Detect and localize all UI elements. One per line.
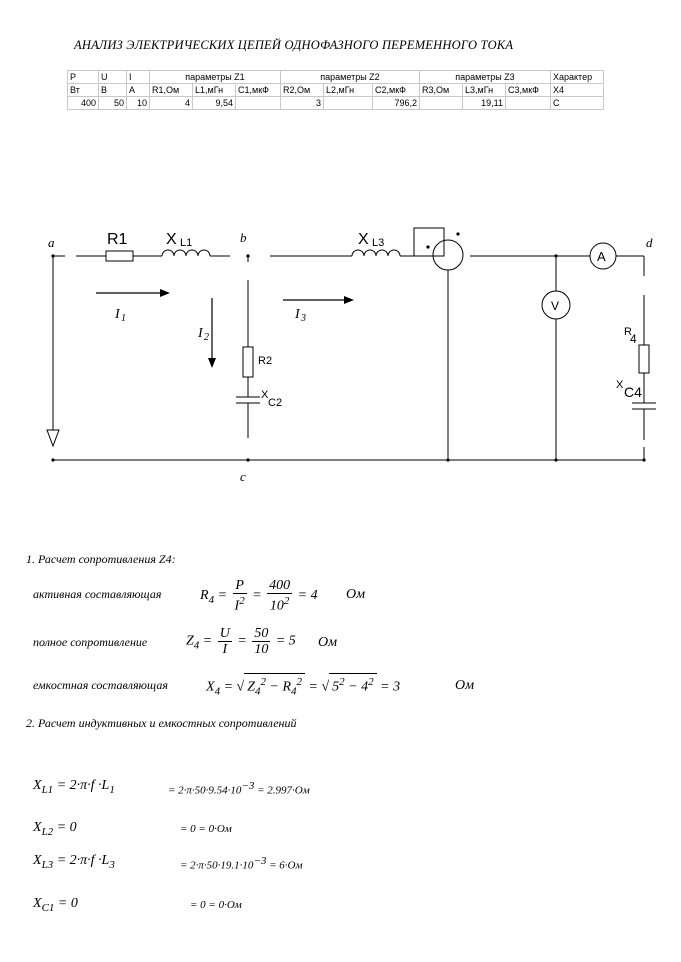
table-cell: Вт [68, 84, 99, 97]
fraction-num: 400 [269, 578, 291, 593]
node-dot [246, 254, 249, 257]
formula-symbol: I [234, 598, 240, 614]
xl3-label: X [358, 231, 369, 248]
node-dot [554, 458, 557, 461]
formula-expression: = 2·π·50·9.54·10 [168, 784, 242, 797]
table-cell: R2,Ом [281, 84, 324, 97]
formula-exp: 2 [260, 676, 266, 688]
table-cell: P [68, 71, 99, 84]
table-cell: Характер [551, 71, 604, 84]
unit-label: Ом [346, 587, 366, 602]
xl2-calc: = 0 = 0·Ом [180, 823, 232, 835]
r1-resistor [106, 251, 133, 261]
node-label-d: d [646, 235, 653, 250]
fraction-num: 50 [254, 626, 269, 641]
node-dot [554, 254, 557, 257]
formula-sub: 3 [109, 858, 115, 871]
r4-label-sub: 4 [630, 332, 637, 346]
table-cell: параметры Z3 [420, 71, 551, 84]
r2-label: R2 [258, 355, 273, 367]
formula-sub: C1 [41, 901, 55, 914]
fraction [252, 626, 270, 657]
formula-symbol: 10 [269, 598, 284, 614]
i3-arrowhead [344, 296, 354, 304]
table-cell: А [127, 84, 150, 97]
r1-label: R1 [107, 231, 128, 248]
node-dot [246, 458, 249, 461]
formula-symbol: Z [247, 679, 255, 695]
formula-sub: 4 [193, 639, 200, 652]
formula-symbol: 4 [361, 679, 369, 695]
table-cell: L3,мГн [463, 84, 506, 97]
r4-label: R [624, 326, 632, 338]
node-dot [51, 458, 54, 461]
table-cell: R3,Ом [420, 84, 463, 97]
formula-expression: = 0 [57, 896, 78, 911]
formula-expression: = 0 [56, 820, 77, 835]
node-dot [446, 458, 449, 461]
fraction [233, 578, 247, 614]
table-cell: параметры Z2 [281, 71, 420, 84]
i3-label: I [295, 307, 300, 322]
xl1-formula [33, 778, 115, 796]
table-cell: 796,2 [373, 97, 420, 110]
document-title: АНАЛИЗ ЭЛЕКТРИЧЕСКИХ ЦЕПЕЙ ОДНОФАЗНОГО ПЕРЕМЕННОГО ТОКА [74, 38, 514, 52]
xl2-formula [33, 820, 77, 838]
xc2-label-sub: C2 [268, 397, 283, 409]
table-cell: 4 [150, 97, 193, 110]
node-label-a: a [48, 235, 55, 250]
formula-symbol: X [33, 853, 42, 868]
formula-symbol: X [33, 820, 42, 835]
formula-exp: 2 [368, 676, 374, 688]
xc4-label: X [616, 379, 624, 391]
formula-sub: 4 [255, 685, 261, 698]
formula-symbol: X [206, 679, 215, 695]
formula-exp: 2 [283, 595, 290, 607]
fraction [218, 626, 232, 657]
table-cell: L1,мГн [193, 84, 236, 97]
i3-label-sub: 3 [301, 313, 306, 324]
unit-label: Ом [455, 678, 475, 693]
source-arrow-icon [47, 430, 59, 446]
unit-label: Ом [318, 635, 338, 650]
formula-result: = 6·Ом [269, 859, 303, 872]
xc1-formula [33, 896, 78, 914]
formula-exp: 2 [296, 676, 303, 688]
voltmeter-label: V [551, 299, 560, 313]
fraction-num: P [233, 578, 247, 594]
table-cell: U [99, 71, 127, 84]
i1-label-sub: 1 [121, 313, 126, 324]
table-cell: 400 [68, 97, 99, 110]
xc2-label: X [261, 389, 269, 401]
formula-symbol: X [33, 778, 42, 793]
r2-resistor [243, 347, 253, 377]
i1-arrowhead [160, 289, 170, 297]
table-cell: C3,мкФ [506, 84, 551, 97]
i1-label: I [115, 307, 120, 322]
formula-expression: = 2·π·f ·L [56, 778, 110, 793]
wattmeter-terminal-dot [426, 245, 429, 248]
section1-heading: 1. Расчет сопротивления Z4: [26, 552, 176, 566]
fraction-den: 10 [254, 642, 269, 657]
node-dot [642, 458, 645, 461]
active-label: активная составляющая [33, 587, 162, 601]
table-cell: В [99, 84, 127, 97]
xl3-calc [180, 855, 303, 872]
formula-result: 4 [310, 588, 318, 604]
formula-sub: L2 [41, 825, 54, 838]
cap-formula: $X_4$ = √ $Z_4^2 - R_4^2$ = √ $5^2 - 4^2 = 3$ [206, 673, 400, 699]
node-dot [51, 254, 54, 257]
formula-sub: L3 [41, 858, 54, 871]
wattmeter-frame [414, 228, 444, 256]
node-label-b: b [240, 230, 247, 245]
xl1-calc [168, 780, 310, 797]
formula-result: = 2.997·Ом [257, 784, 310, 797]
fraction-den: I [222, 642, 228, 657]
formula-exp: −3 [253, 855, 267, 867]
xl1-label: X [166, 231, 177, 248]
sqrt: $Z_4^2 - R_4^2$ [244, 673, 305, 699]
formula-sub: 4 [214, 685, 221, 698]
r4-resistor [639, 345, 649, 373]
formula-symbol: X [33, 896, 42, 911]
fraction-num: U [219, 626, 230, 641]
table-cell: 50 [99, 97, 127, 110]
formula-symbol: R [200, 588, 209, 604]
fraction [267, 578, 292, 614]
table-cell: 9,54 [193, 97, 236, 110]
table-cell: I [127, 71, 150, 84]
sqrt: $5^2 - 4^2$ [329, 673, 376, 696]
wattmeter-icon [433, 240, 463, 270]
wattmeter-terminal-dot [456, 232, 459, 235]
xl3-formula [33, 853, 115, 871]
ammeter-label: A [597, 249, 606, 264]
formula-sub: 4 [291, 685, 297, 698]
section2-heading: 2. Расчет индуктивных и емкостных сопротивлений [26, 716, 297, 730]
cap-label: емкостная составляющая [33, 678, 168, 692]
table-cell: L2,мГн [324, 84, 373, 97]
fraction-den [267, 594, 292, 614]
xl3-label-sub: L3 [372, 237, 385, 249]
active-formula: $R_4$ = $\frac{P}{I^2}$ = $\frac{400}{10^2}$ = 4 [200, 578, 318, 614]
formula-result: 3 [393, 679, 401, 695]
formula-sub: 4 [208, 593, 215, 606]
formula-exp: 2 [239, 595, 245, 607]
formula-sub: L1 [41, 783, 54, 796]
full-formula: $Z_4$ = $\frac{U}{I}$ = $\frac{50}{10}$ = 5 [186, 626, 296, 657]
node-label-c: c [240, 469, 246, 484]
formula-expression: = 2·π·f ·L [56, 853, 110, 868]
formula-result: 5 [288, 633, 296, 649]
xl3-inductor [352, 250, 400, 256]
i2-label: I [198, 326, 203, 341]
table-cell: параметры Z1 [150, 71, 281, 84]
formula-sub: 1 [109, 783, 115, 796]
xl1-inductor [162, 250, 210, 256]
full-label: полное сопротивление [33, 635, 148, 649]
i2-label-sub: 2 [204, 332, 209, 343]
formula-symbol: 5 [332, 679, 340, 695]
table-cell: 3 [281, 97, 324, 110]
formula-exp: 2 [339, 676, 345, 688]
table-cell: C [551, 97, 604, 110]
formula-symbol: Z [186, 633, 194, 649]
formula-exp: −3 [241, 780, 255, 792]
table-cell: C1,мкФ [236, 84, 281, 97]
table-cell: 10 [127, 97, 150, 110]
table-cell: 19,11 [463, 97, 506, 110]
xc4-label-sub: C4 [624, 384, 642, 400]
formula-expression: = 2·π·50·19.1·10 [180, 859, 254, 872]
i2-arrowhead [208, 358, 216, 368]
xl1-label-sub: L1 [180, 237, 193, 249]
table-cell: R1,Ом [150, 84, 193, 97]
xc1-calc: = 0 = 0·Ом [190, 899, 242, 911]
fraction-den [233, 594, 247, 614]
formula-symbol: R [282, 679, 292, 695]
table-cell: X4 [551, 84, 604, 97]
table-cell: C2,мкФ [373, 84, 420, 97]
